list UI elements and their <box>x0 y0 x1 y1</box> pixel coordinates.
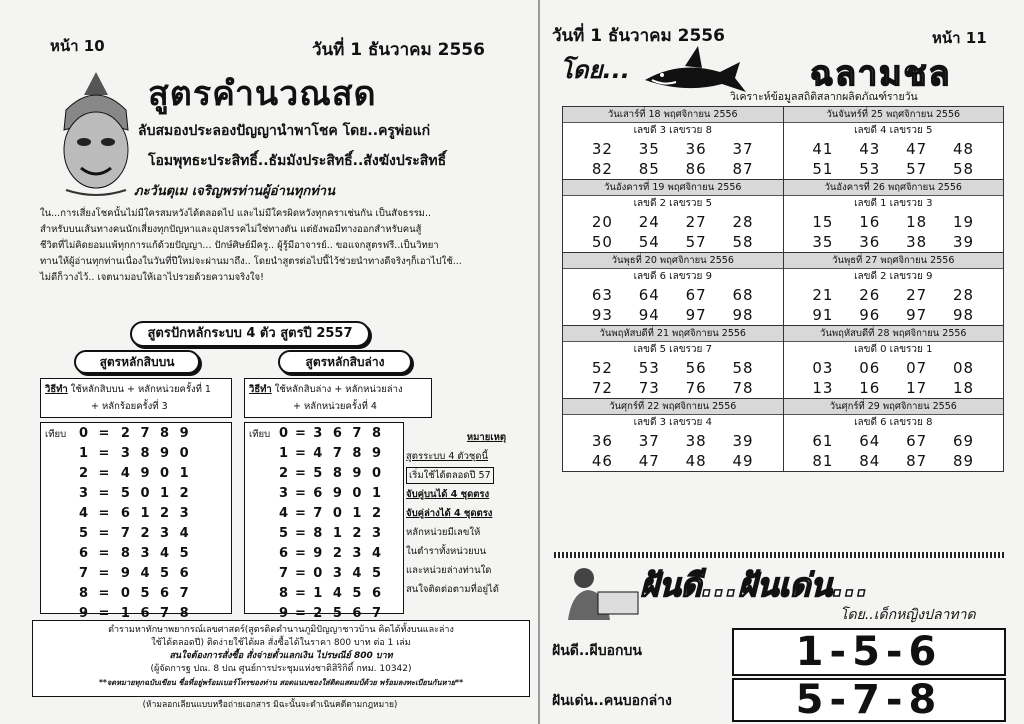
lucky-number: 47 <box>906 140 928 158</box>
digit-row <box>275 523 401 543</box>
digit-row <box>275 563 401 583</box>
lucky-number: 76 <box>685 379 707 397</box>
lucky-number: 98 <box>732 306 754 324</box>
stats-row <box>563 325 1003 398</box>
lucky-number: 13 <box>812 379 834 397</box>
number-row-1 <box>563 285 783 305</box>
equals-sign: = <box>98 565 110 581</box>
lucky-number: 64 <box>638 286 660 304</box>
lucky-number: 58 <box>732 233 754 251</box>
lucky-number: 69 <box>953 432 975 450</box>
lucky-number: 91 <box>812 306 834 324</box>
digit-row <box>75 443 229 463</box>
lucky-number: 72 <box>591 379 613 397</box>
lucky-number: 16 <box>859 213 881 231</box>
number-row-2 <box>784 232 1004 252</box>
digit-group: 5 8 9 0 <box>313 465 385 481</box>
lucky-number: 32 <box>591 140 613 158</box>
lucky-sum: เลขดี 2 เลขรวย 9 <box>854 271 933 282</box>
intro-paragraph: ใน...การเสี่ยงโชคนั้นไม่มีใครสมหวังได้ตลอดไป และไม่มีใครผิดหวังทุกคราเช่นกัน เป็นสัจธรรม.. สำหรับบนเส้นทางคนนักเสี่ยงทุกปัญหาและอุปสรรคไม่ใช่ทางตัน แต่ยังพอมีทางออกสำหรับคนสู้ ชีวิตที่ไม่คิดยอมแพ้ทุกการแก้ด้วยปัญญา... ปักษ์ศิษย์มีครู.. ผู้รู้มีอาจารย์.. ขอแจกสูตรฟรี..เป็นวิทยา ทานให้ผู้อ่านทุกท่านเนื่องในวันที่ปีใหม่จะผ่านมาถึง.. โดยนำสูตรต่อไปนี้ไว้ช่วยนำทางดีจริงๆก็เอาไปใช้... ไม่ดีก็วางไว้.. เจตนามอบให้เอาไปรวยด้วยความจริงใจ! <box>40 208 462 283</box>
digit-key: 2 <box>279 465 289 481</box>
day-date: วันพฤหัสบดีที่ 21 พฤศจิกายน 2556 <box>563 326 783 342</box>
equals-sign: = <box>98 445 110 461</box>
equals-sign: = <box>295 565 306 581</box>
digit-row <box>75 543 229 563</box>
lucky-number: 97 <box>685 306 707 324</box>
lucky-number: 82 <box>591 160 613 178</box>
lucky-number: 56 <box>685 359 707 377</box>
lucky-number: 67 <box>906 432 928 450</box>
lucky-number: 15 <box>812 213 834 231</box>
digit-table-upper-rows <box>75 423 229 623</box>
lucky-number: 18 <box>906 213 928 231</box>
digit-key: 2 <box>79 465 89 481</box>
digit-group: 7 0 1 2 <box>313 505 385 521</box>
digit-group: 3 6 7 8 <box>313 425 385 441</box>
lucky-number: 49 <box>732 452 754 470</box>
digit-key: 1 <box>279 445 289 461</box>
day-cell <box>563 107 783 179</box>
equals-sign: = <box>295 525 306 541</box>
day-date: วันอังคารที่ 26 พฤศจิกายน 2556 <box>784 180 1004 196</box>
number-row-2 <box>563 451 783 471</box>
lucky-number: 47 <box>638 452 660 470</box>
lucky-number: 53 <box>859 160 881 178</box>
lucky-number: 35 <box>638 140 660 158</box>
day-cell <box>563 399 783 471</box>
digit-row <box>75 583 229 603</box>
dream-title: ฝันดี...ฝันเด่น... <box>640 566 869 604</box>
digit-key: 8 <box>79 585 89 601</box>
stats-row <box>563 179 1003 252</box>
digit-row <box>75 483 229 503</box>
person-reading-icon <box>554 562 644 622</box>
copyright-note: (ห้ามลอกเลียนแบบหรือถ่ายเอกสาร มิฉะนั้นจะดำเนินคดีตามกฎหมาย) <box>142 700 398 710</box>
digit-group: 9 2 3 4 <box>313 545 385 561</box>
digit-key: 6 <box>79 545 89 561</box>
formula-desc-upper: วิธีทำ ใช้หลักสิบบน + หลักหน่วยครั้งที่ 1 + หลักร้อยครั้งที่ 3 <box>40 378 232 418</box>
lucky-number: 54 <box>638 233 660 251</box>
system-banner: สูตรปักหลักระบบ 4 ตัว สูตรปี 2557 <box>130 321 370 347</box>
day-cell <box>563 180 783 252</box>
digit-group: 2 5 6 7 <box>313 605 385 621</box>
day-cell <box>783 253 1004 325</box>
digit-row <box>75 503 229 523</box>
lucky-number: 39 <box>732 432 754 450</box>
lucky-number: 61 <box>812 432 834 450</box>
day-date: วันพุธที่ 20 พฤศจิกายน 2556 <box>563 253 783 269</box>
lucky-number: 46 <box>591 452 613 470</box>
lucky-number: 64 <box>859 432 881 450</box>
digit-key: 8 <box>279 585 289 601</box>
page-number-left: หน้า 10 <box>50 37 105 55</box>
lucky-number: 89 <box>953 452 975 470</box>
greeting-line: ภะวันตุเม เจริญพรท่านผู้อ่านทุกท่าน <box>134 184 335 199</box>
lucky-number: 28 <box>732 213 754 231</box>
lucky-number: 58 <box>732 359 754 377</box>
lucky-sum: เลขดี 5 เลขรวย 7 <box>633 344 712 355</box>
digit-row <box>275 463 401 483</box>
lucky-number: 78 <box>732 379 754 397</box>
lucky-number: 63 <box>591 286 613 304</box>
digit-key: 4 <box>79 505 89 521</box>
digit-group: 9 4 5 6 <box>120 565 192 581</box>
lucky-number: 06 <box>859 359 881 377</box>
mask-illustration <box>46 70 146 200</box>
number-row-1 <box>563 358 783 378</box>
lucky-number: 73 <box>638 379 660 397</box>
equals-sign: = <box>98 465 110 481</box>
issue-date-right: วันที่ 1 ธันวาคม 2556 <box>552 26 725 46</box>
digit-row <box>275 443 401 463</box>
equals-sign: = <box>295 425 306 441</box>
equals-sign: = <box>295 465 306 481</box>
lucky-number: 97 <box>906 306 928 324</box>
equals-sign: = <box>98 505 110 521</box>
lucky-number: 16 <box>859 379 881 397</box>
digit-key: 0 <box>279 425 289 441</box>
digit-row <box>75 523 229 543</box>
equals-sign: = <box>98 585 110 601</box>
lucky-number: 96 <box>859 306 881 324</box>
lucky-number: 39 <box>953 233 975 251</box>
lucky-number: 35 <box>812 233 834 251</box>
digit-row <box>275 483 401 503</box>
digit-key: 3 <box>279 485 289 501</box>
lucky-number: 36 <box>859 233 881 251</box>
digit-key: 7 <box>79 565 89 581</box>
digit-group: 4 7 8 9 <box>313 445 385 461</box>
lucky-number: 07 <box>906 359 928 377</box>
lucky-number: 81 <box>812 452 834 470</box>
lucky-number: 18 <box>953 379 975 397</box>
main-title: สูตรคำนวณสด <box>148 74 377 114</box>
dream-upper-number: 1-5-6 <box>732 628 1006 676</box>
digit-key: 9 <box>79 605 89 621</box>
equals-sign: = <box>98 485 110 501</box>
lucky-number: 19 <box>953 213 975 231</box>
day-cell <box>783 107 1004 179</box>
author-line: ลับสมองประลองปัญญานำพาโชค โดย..ครูพ่อแก่ <box>138 123 431 139</box>
number-row-2 <box>784 305 1004 325</box>
equals-sign: = <box>295 545 306 561</box>
digit-group: 7 2 3 4 <box>120 525 192 541</box>
page-number-right: หน้า 11 <box>932 29 987 47</box>
digit-key: 7 <box>279 565 289 581</box>
lucky-sum: เลขดี 2 เลขรวย 5 <box>633 198 712 209</box>
lucky-number: 48 <box>685 452 707 470</box>
lucky-sum: เลขดี 6 เลขรวย 9 <box>633 271 712 282</box>
number-row-2 <box>563 159 783 179</box>
equals-sign: = <box>98 545 110 561</box>
digit-row <box>275 503 401 523</box>
digit-group: 1 6 7 8 <box>120 605 192 621</box>
formula-tab-lower: สูตรหลักสิบล่าง <box>278 350 412 374</box>
digit-row <box>75 423 229 443</box>
digit-group: 8 3 4 5 <box>120 545 192 561</box>
digit-group: 6 9 0 1 <box>313 485 385 501</box>
lucky-sum: เลขดี 4 เลขรวย 5 <box>854 125 933 136</box>
lucky-number: 68 <box>732 286 754 304</box>
digit-group: 4 9 0 1 <box>120 465 192 481</box>
day-date: วันศุกร์ที่ 29 พฤศจิกายน 2556 <box>784 399 1004 415</box>
lucky-number: 87 <box>732 160 754 178</box>
issue-date-left: วันที่ 1 ธันวาคม 2556 <box>312 40 485 60</box>
number-row-2 <box>784 159 1004 179</box>
digit-group: 0 5 6 7 <box>120 585 192 601</box>
formula-desc-lower: วิธีทำ ใช้หลักสิบล่าง + หลักหน่วยล่าง + หลักหน่วยครั้งที่ 4 <box>244 378 432 418</box>
lucky-number: 93 <box>591 306 613 324</box>
lucky-number: 41 <box>812 140 834 158</box>
digit-row <box>275 543 401 563</box>
lucky-number: 58 <box>953 160 975 178</box>
right-page <box>540 0 1024 724</box>
digit-key: 0 <box>79 425 89 441</box>
digit-table-lower: เทียบ 0 = 3 6 7 8 1 = 4 7 8 9 2 = 5 8 9 0 3 = 6 9 0 1 4 = 7 0 1 2 5 = 8 1 2 3 6 = 9 2 3 4 7 = 0 3 4 5 8 = 1 4 5 6 9 = 2 5 6 7 <box>244 422 404 614</box>
equals-sign: = <box>98 425 110 441</box>
digit-table-lower-rows <box>275 423 401 623</box>
digit-group: 8 1 2 3 <box>313 525 385 541</box>
lucky-number: 03 <box>812 359 834 377</box>
dream-lower-label: ฝันเด่น..คนบอกล่าง <box>552 693 672 709</box>
lucky-number: 57 <box>906 160 928 178</box>
lucky-number: 57 <box>685 233 707 251</box>
equals-sign: = <box>295 445 306 461</box>
lucky-sum: เลขดี 3 เลขรวย 8 <box>633 125 712 136</box>
daily-stats-grid <box>562 106 1004 472</box>
number-row-1 <box>784 212 1004 232</box>
equals-sign: = <box>295 505 306 521</box>
equals-sign: = <box>295 585 306 601</box>
day-cell <box>783 399 1004 471</box>
lucky-sum: เลขดี 0 เลขรวย 1 <box>854 344 933 355</box>
number-row-2 <box>784 378 1004 398</box>
digit-key: 4 <box>279 505 289 521</box>
digit-group: 0 3 4 5 <box>313 565 385 581</box>
digit-group: 1 4 5 6 <box>313 585 385 601</box>
day-date: วันพุธที่ 27 พฤศจิกายน 2556 <box>784 253 1004 269</box>
day-date: วันศุกร์ที่ 22 พฤศจิกายน 2556 <box>563 399 783 415</box>
number-row-2 <box>563 305 783 325</box>
lucky-number: 48 <box>953 140 975 158</box>
lucky-number: 52 <box>591 359 613 377</box>
day-date: วันพฤหัสบดีที่ 28 พฤศจิกายน 2556 <box>784 326 1004 342</box>
reader-illustration <box>554 562 644 622</box>
dream-upper-label: ฝันดี..ผีบอกบน <box>552 643 642 659</box>
digit-row <box>75 463 229 483</box>
dream-lower-number: 5-7-8 <box>732 678 1006 722</box>
dream-author: โดย..เด็กหญิงปลาทาด <box>840 607 976 623</box>
lucky-number: 37 <box>732 140 754 158</box>
lucky-number: 86 <box>685 160 707 178</box>
by-label: โดย... <box>560 56 630 84</box>
digit-key: 5 <box>279 525 289 541</box>
number-row-1 <box>563 431 783 451</box>
lucky-number: 38 <box>685 432 707 450</box>
lucky-number: 21 <box>812 286 834 304</box>
number-row-1 <box>784 285 1004 305</box>
mask-face-icon <box>46 70 146 200</box>
digit-key: 9 <box>279 605 289 621</box>
formula-tab-upper: สูตรหลักสิบบน <box>74 350 200 374</box>
lucky-number: 87 <box>906 452 928 470</box>
lucky-number: 98 <box>953 306 975 324</box>
number-row-1 <box>563 212 783 232</box>
lucky-number: 85 <box>638 160 660 178</box>
number-row-1 <box>784 358 1004 378</box>
section-divider <box>554 552 1004 558</box>
digit-group: 6 1 2 3 <box>120 505 192 521</box>
lucky-number: 37 <box>638 432 660 450</box>
lucky-number: 94 <box>638 306 660 324</box>
lucky-number: 08 <box>953 359 975 377</box>
number-row-1 <box>784 139 1004 159</box>
digit-row <box>275 423 401 443</box>
digit-key: 5 <box>79 525 89 541</box>
lucky-number: 20 <box>591 213 613 231</box>
day-cell <box>563 253 783 325</box>
lucky-sum: เลขดี 6 เลขรวย 8 <box>854 417 933 428</box>
brand-subtitle: วิเคราะห์ข้อมูลสถิติสลากผลิตภัณฑ์รายวัน <box>730 91 918 103</box>
lucky-number: 84 <box>859 452 881 470</box>
equals-sign: = <box>98 605 110 621</box>
digit-row <box>75 563 229 583</box>
lucky-number: 38 <box>906 233 928 251</box>
lucky-sum: เลขดี 3 เลขรวย 4 <box>633 417 712 428</box>
digit-group: 2 7 8 9 <box>120 425 192 441</box>
equals-sign: = <box>295 485 306 501</box>
brand-title: ฉลามชล <box>810 54 952 94</box>
day-date: วันจันทร์ที่ 25 พฤศจิกายน 2556 <box>784 107 1004 123</box>
digit-group: 5 0 1 2 <box>120 485 192 501</box>
number-row-2 <box>784 451 1004 471</box>
digit-key: 6 <box>279 545 289 561</box>
equals-sign: = <box>295 605 306 621</box>
stats-row <box>563 398 1003 471</box>
lucky-number: 24 <box>638 213 660 231</box>
number-row-2 <box>563 232 783 252</box>
day-cell <box>783 180 1004 252</box>
lucky-number: 26 <box>859 286 881 304</box>
lucky-number: 27 <box>906 286 928 304</box>
day-cell <box>563 326 783 398</box>
lucky-number: 36 <box>685 140 707 158</box>
day-date: วันเสาร์ที่ 18 พฤศจิกายน 2556 <box>563 107 783 123</box>
stats-row <box>563 252 1003 325</box>
digit-group: 3 8 9 0 <box>120 445 192 461</box>
day-date: วันอังคารที่ 19 พฤศจิกายน 2556 <box>563 180 783 196</box>
lucky-number: 50 <box>591 233 613 251</box>
lucky-number: 17 <box>906 379 928 397</box>
number-row-2 <box>563 378 783 398</box>
day-cell <box>783 326 1004 398</box>
lucky-number: 67 <box>685 286 707 304</box>
notes-column: หมายเหตุ สูตรระบบ 4 ตัวชุดนี้ เริ่มใช้ได้ตลอดปี 57 จับคู่บนได้ 4 ชุดตรง จับคู่ล่างได้ 4 ชุดตรง หลักหน่วยมีเลขให้ ในตำราทั้งหน่วยบน และหน่วยล่างท่านใด สนใจติดต่อตามที่อยู่ได้ <box>406 432 506 595</box>
equals-sign: = <box>98 525 110 541</box>
number-row-1 <box>563 139 783 159</box>
digit-key: 3 <box>79 485 89 501</box>
lucky-number: 27 <box>685 213 707 231</box>
stats-row <box>563 107 1003 179</box>
lucky-number: 53 <box>638 359 660 377</box>
lucky-number: 51 <box>812 160 834 178</box>
lucky-sum: เลขดี 1 เลขรวย 3 <box>854 198 933 209</box>
digit-key: 1 <box>79 445 89 461</box>
number-row-1 <box>784 431 1004 451</box>
digit-table-upper: เทียบ 0 = 2 7 8 9 1 = 3 8 9 0 2 = 4 9 0 1 3 = 5 0 1 2 4 = 6 1 2 3 5 = 7 2 3 4 6 = 8 3 4 5 7 = 9 4 5 6 8 = 0 5 6 7 9 = 1 6 7 8 <box>40 422 232 614</box>
digit-row <box>275 583 401 603</box>
lucky-number: 43 <box>859 140 881 158</box>
lucky-number: 28 <box>953 286 975 304</box>
blessing-line: โอมพุทธะประสิทธิ์..ธัมมังประสิทธิ์..สังฆังประสิทธิ์ <box>148 153 447 169</box>
order-info-box: ตำรามหาทักษาพยากรณ์เลขศาสตร์(สูตรติดตำนานภูมิปัญญาชาวบ้าน คิดได้ทั้งบนและล่าง ใช้ได้ตลอดปี) ติดง่ายใช้ได้ผล สั่งซื้อได้ในราคา 800 บาท ต่อ 1 เล่ม สนใจต้องการสั่งซื้อ สั่งจ่ายตั๋วแลกเงิน ไปรษณีย์ 800 บาท (ผู้จัดการฐ ปณ. 8 ปณ ศูนย์การประชุมแห่งชาติสิริกิติ์ กทม. 10342) **จดหมายทุกฉบับเขียน ชื่อที่อยู่พร้อมเบอร์โทรของท่าน สอดแนบซองใส่ติดแสตมป์ด้วย พร้อมลงทะเบียนกันหาย** <box>32 620 530 697</box>
lucky-number: 36 <box>591 432 613 450</box>
